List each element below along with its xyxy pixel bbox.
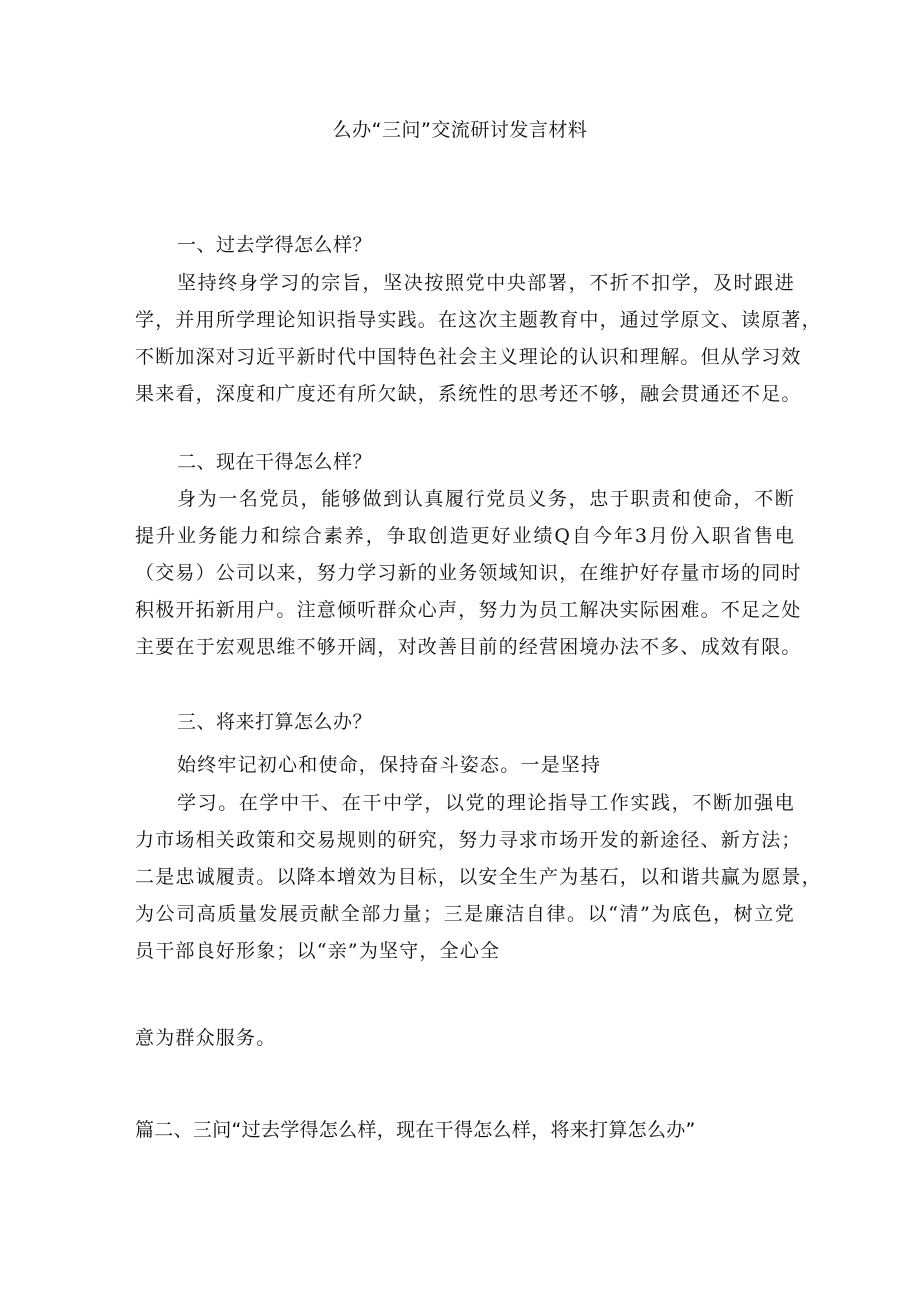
section-heading-past: 一、过去学得怎么样？ <box>177 234 373 256</box>
paragraph-line: 提升业务能力和综合素养，争取创造更好业绩Q自今年3月份入职省售电 <box>135 525 795 547</box>
paragraph-line: 二是忠诚履责。以降本增效为目标，以安全生产为基石，以和谐共赢为愿景， <box>135 866 822 888</box>
section-heading-future: 三、将来打算怎么办？ <box>177 711 373 733</box>
paragraph-line: 员干部良好形象；以“亲”为坚守，全心全 <box>135 940 501 962</box>
next-section-title: 篇二、三问“过去学得怎么样，现在干得怎么样，将来打算怎么办” <box>135 1119 696 1141</box>
paragraph-line: 为公司高质量发展贡献全部力量；三是廉洁自律。以“清”为底色，树立党 <box>135 903 795 925</box>
paragraph-line: 主要在于宏观思维不够开阔，对改善目前的经营困境办法不多、成效有限。 <box>135 636 802 658</box>
paragraph-line: 学习。在学中干、在干中学，以党的理论指导工作实践，不断加强电 <box>177 792 795 814</box>
section-body-present <box>135 484 802 662</box>
paragraph-line: 学，并用所学理论知识指导实践。在这次主题教育中，通过学原文、读原著， <box>135 309 822 331</box>
section-body-past <box>135 268 822 409</box>
paragraph-line: （交易）公司以来，努力学习新的业务领域知识，在维护好存量市场的同时 <box>135 562 802 584</box>
paragraph-line: 力市场相关政策和交易规则的研究，努力寻求市场开发的新途径、新方法； <box>135 829 802 851</box>
paragraph-line: 不断加深对习近平新时代中国特色社会主义理论的认识和理解。但从学习效 <box>135 346 802 368</box>
paragraph-tail-line: 意为群众服务。 <box>135 1027 277 1049</box>
section-heading-present: 二、现在干得怎么样？ <box>177 451 373 473</box>
paragraph-line: 积极开拓新用户。注意倾听群众心声，努力为员工解决实际困难。不足之处 <box>135 599 802 621</box>
document-title: 么办“三问”交流研讨发言材料 <box>332 119 588 141</box>
section-body-future <box>135 788 822 966</box>
paragraph-intro-line: 始终牢记初心和使命，保持奋斗姿态。一是坚持 <box>177 754 602 776</box>
paragraph-line: 果来看，深度和广度还有所欠缺，系统性的思考还不够，融会贯通还不足。 <box>135 383 802 405</box>
paragraph-line: 坚持终身学习的宗旨，坚决按照党中央部署，不折不扣学，及时跟进 <box>177 272 795 294</box>
paragraph-line: 身为一名党员，能够做到认真履行党员义务，忠于职责和使命，不断 <box>177 488 795 510</box>
